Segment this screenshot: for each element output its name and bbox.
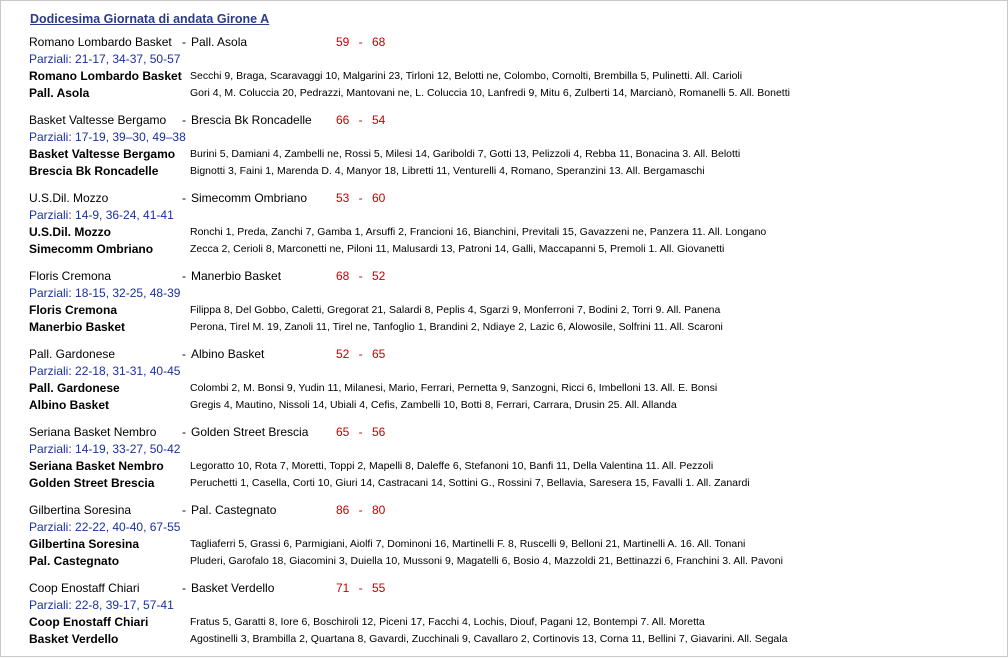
lineup-players: Secchi 9, Braga, Scaravaggi 10, Malgarini 23, Tirloni 12, Belotti ne, Colombo, Cornolti, Brembilla 5, Pulinetti. All. Carioli xyxy=(190,70,743,82)
results-page xyxy=(29,11,790,658)
away-team: Golden Street Brescia xyxy=(191,425,309,439)
team-lineup xyxy=(29,553,783,570)
game-block xyxy=(29,346,718,414)
lineup-team-name: Coop Enostaff Chiari xyxy=(29,615,149,629)
game-block xyxy=(29,424,750,492)
lineup-team-name: Basket Valtesse Bergamo xyxy=(29,147,176,161)
versus-dash: - xyxy=(182,191,186,205)
lineup-players: Tagliaferri 5, Grassi 6, Parmigiani, Aiolfi 7, Dominoni 16, Martinelli F. 8, Ruscelli 9, Belloni 21, Martinelli A. 16. All. Tonani xyxy=(190,538,746,550)
away-team: Pal. Castegnato xyxy=(191,503,277,517)
match-row xyxy=(29,346,386,363)
partial-scores: Parziali: 18-15, 32-25, 48-39 xyxy=(29,286,181,300)
home-team: U.S.Dil. Mozzo xyxy=(29,191,109,205)
lineup-team-name: Pall. Gardonese xyxy=(29,381,120,395)
final-score: 71 - 55 xyxy=(336,581,386,595)
final-score: 86 - 80 xyxy=(336,503,386,517)
match-row xyxy=(29,190,386,207)
lineup-team-name: Romano Lombardo Basket xyxy=(29,69,182,83)
game-block xyxy=(29,580,788,648)
lineup-players: Gregis 4, Mautino, Nissoli 14, Ubiali 4, Cefis, Zambelli 10, Botti 8, Ferrari, Carrara, Drusin 25. All. Allanda xyxy=(190,399,677,411)
team-lineup xyxy=(29,397,677,414)
lineup-team-name: Floris Cremona xyxy=(29,303,118,317)
team-lineup xyxy=(29,241,725,258)
match-row xyxy=(29,580,386,597)
versus-dash: - xyxy=(182,503,186,517)
match-row xyxy=(29,112,386,129)
lineup-team-name: Simecomm Ombriano xyxy=(29,242,154,256)
lineup-team-name: U.S.Dil. Mozzo xyxy=(29,225,111,239)
team-lineup xyxy=(29,380,718,397)
home-team: Gilbertina Soresina xyxy=(29,503,132,517)
lineup-players: Bignotti 3, Faini 1, Marenda D. 4, Manyor 18, Libretti 11, Venturelli 4, Romano, Speranzini 13. All. Bergamaschi xyxy=(190,165,705,177)
lineup-players: Legoratto 10, Rota 7, Moretti, Toppi 2, Mapelli 8, Daleffe 6, Stefanoni 10, Banfi 11, Della Valentina 11. All. Pezzoli xyxy=(190,460,714,472)
team-lineup xyxy=(29,163,705,180)
lineup-team-name: Seriana Basket Nembro xyxy=(29,459,164,473)
away-team: Manerbio Basket xyxy=(191,269,282,283)
team-lineup xyxy=(29,631,788,648)
lineup-players: Gori 4, M. Coluccia 20, Pedrazzi, Mantovani ne, L. Coluccia 10, Lanfredi 9, Mitu 6, Zulberti 14, Marcianò, Romanelli 5. All. Bonetti xyxy=(190,87,790,99)
game-block xyxy=(29,112,741,180)
lineup-team-name: Pall. Asola xyxy=(29,86,90,100)
team-lineup xyxy=(29,68,743,85)
lineup-players: Zecca 2, Cerioli 8, Marconetti ne, Piloni 11, Malusardi 13, Patroni 14, Galli, Maccapanni 5, Premoli 1. All. Giovanetti xyxy=(190,243,725,255)
lineup-players: Agostinelli 3, Brambilla 2, Quartana 8, Gavardi, Zucchinali 9, Cavallaro 2, Cortinovis 13, Corna 11, Bellini 7, Giavarini. All. Segala xyxy=(190,633,788,645)
team-lineup xyxy=(29,85,790,102)
lineup-players: Perona, Tirel M. 19, Zanoli 11, Tirel ne, Tanfoglio 1, Brandini 2, Ndiaye 2, Lazic 6, Alowosile, Solfrini 11. All. Scaroni xyxy=(190,321,723,333)
lineup-players: Pluderi, Garofalo 18, Giacomini 3, Duiella 10, Mussoni 9, Magatelli 6, Bosio 4, Mazzoldi 21, Bettinazzi 6, Franchini 3. All. Pavoni xyxy=(190,555,783,567)
team-lineup xyxy=(29,536,746,553)
final-score: 65 - 56 xyxy=(336,425,386,439)
away-team: Brescia Bk Roncadelle xyxy=(191,113,312,127)
away-team: Pall. Asola xyxy=(191,35,248,49)
home-team: Romano Lombardo Basket xyxy=(29,35,172,49)
match-row xyxy=(29,502,386,519)
game-block xyxy=(29,190,767,258)
team-lineup xyxy=(29,458,714,475)
lineup-players: Peruchetti 1, Casella, Corti 10, Giuri 14, Castracani 14, Sottini G., Rossini 7, Bellavia, Saresera 15, Favalli 1. All. Zanardi xyxy=(190,477,750,489)
partial-scores: Parziali: 22-22, 40-40, 67-55 xyxy=(29,520,181,534)
partial-scores: Parziali: 14-19, 33-27, 50-42 xyxy=(29,442,181,456)
away-team: Simecomm Ombriano xyxy=(191,191,308,205)
final-score: 66 - 54 xyxy=(336,113,386,127)
lineup-players: Fratus 5, Garatti 8, Iore 6, Boschiroli 12, Piceni 17, Facchi 4, Lochis, Diouf, Pagani 12, Bontempi 7. All. Moretta xyxy=(190,616,705,628)
lineup-players: Ronchi 1, Preda, Zanchi 7, Gamba 1, Arsuffi 2, Francioni 16, Bianchini, Previtali 15, Gavazzeni ne, Panzera 11. All. Longano xyxy=(190,226,767,238)
final-score: 59 - 68 xyxy=(336,35,386,49)
partial-scores: Parziali: 22-18, 31-31, 40-45 xyxy=(29,364,181,378)
lineup-team-name: Pal. Castegnato xyxy=(29,554,120,568)
games-list xyxy=(29,34,790,648)
lineup-players: Colombi 2, M. Bonsi 9, Yudin 11, Milanesi, Mario, Ferrari, Pernetta 9, Sanzogni, Ricci 6, Imbelloni 13. All. E. Bonsi xyxy=(190,382,718,394)
match-row xyxy=(29,34,386,51)
partial-scores: Parziali: 21-17, 34-37, 50-57 xyxy=(29,52,181,66)
match-row xyxy=(29,268,386,285)
away-team: Basket Verdello xyxy=(191,581,275,595)
team-lineup xyxy=(29,224,767,241)
partial-scores: Parziali: 22-8, 39-17, 57-41 xyxy=(29,598,174,612)
home-team: Basket Valtesse Bergamo xyxy=(29,113,167,127)
team-lineup xyxy=(29,146,741,163)
final-score: 53 - 60 xyxy=(336,191,386,205)
home-team: Pall. Gardonese xyxy=(29,347,116,361)
lineup-team-name: Brescia Bk Roncadelle xyxy=(29,164,159,178)
versus-dash: - xyxy=(182,113,186,127)
versus-dash: - xyxy=(182,581,186,595)
final-score: 68 - 52 xyxy=(336,269,386,283)
partial-scores: Parziali: 17-19, 39–30, 49–38 xyxy=(29,130,186,144)
game-block xyxy=(29,34,790,102)
versus-dash: - xyxy=(182,347,186,361)
home-team: Seriana Basket Nembro xyxy=(29,425,157,439)
game-block xyxy=(29,502,783,570)
match-row xyxy=(29,424,386,441)
team-lineup xyxy=(29,319,723,336)
lineup-players: Burini 5, Damiani 4, Zambelli ne, Rossi 5, Milesi 14, Gariboldi 7, Gotti 13, Pelizzoli 4, Rebba 11, Bonacina 3. All. Belotti xyxy=(190,148,741,160)
team-lineup xyxy=(29,475,750,492)
lineup-team-name: Gilbertina Soresina xyxy=(29,537,140,551)
away-team: Albino Basket xyxy=(191,347,265,361)
game-block xyxy=(29,268,723,336)
team-lineup xyxy=(29,614,705,631)
partial-scores: Parziali: 14-9, 36-24, 41-41 xyxy=(29,208,174,222)
lineup-players: Filippa 8, Del Gobbo, Caletti, Gregorat 21, Salardi 8, Peplis 4, Sgarzi 9, Monferroni 7, Bodini 2, Torri 9. All. Panena xyxy=(190,304,721,316)
home-team: Floris Cremona xyxy=(29,269,112,283)
lineup-team-name: Basket Verdello xyxy=(29,632,119,646)
home-team: Coop Enostaff Chiari xyxy=(29,581,140,595)
versus-dash: - xyxy=(182,425,186,439)
page-title-link[interactable]: Dodicesima Giornata di andata Girone A xyxy=(30,12,270,26)
versus-dash: - xyxy=(182,35,186,49)
team-lineup xyxy=(29,302,721,319)
final-score: 52 - 65 xyxy=(336,347,386,361)
lineup-team-name: Golden Street Brescia xyxy=(29,476,155,490)
lineup-team-name: Manerbio Basket xyxy=(29,320,126,334)
lineup-team-name: Albino Basket xyxy=(29,398,110,412)
versus-dash: - xyxy=(182,269,186,283)
